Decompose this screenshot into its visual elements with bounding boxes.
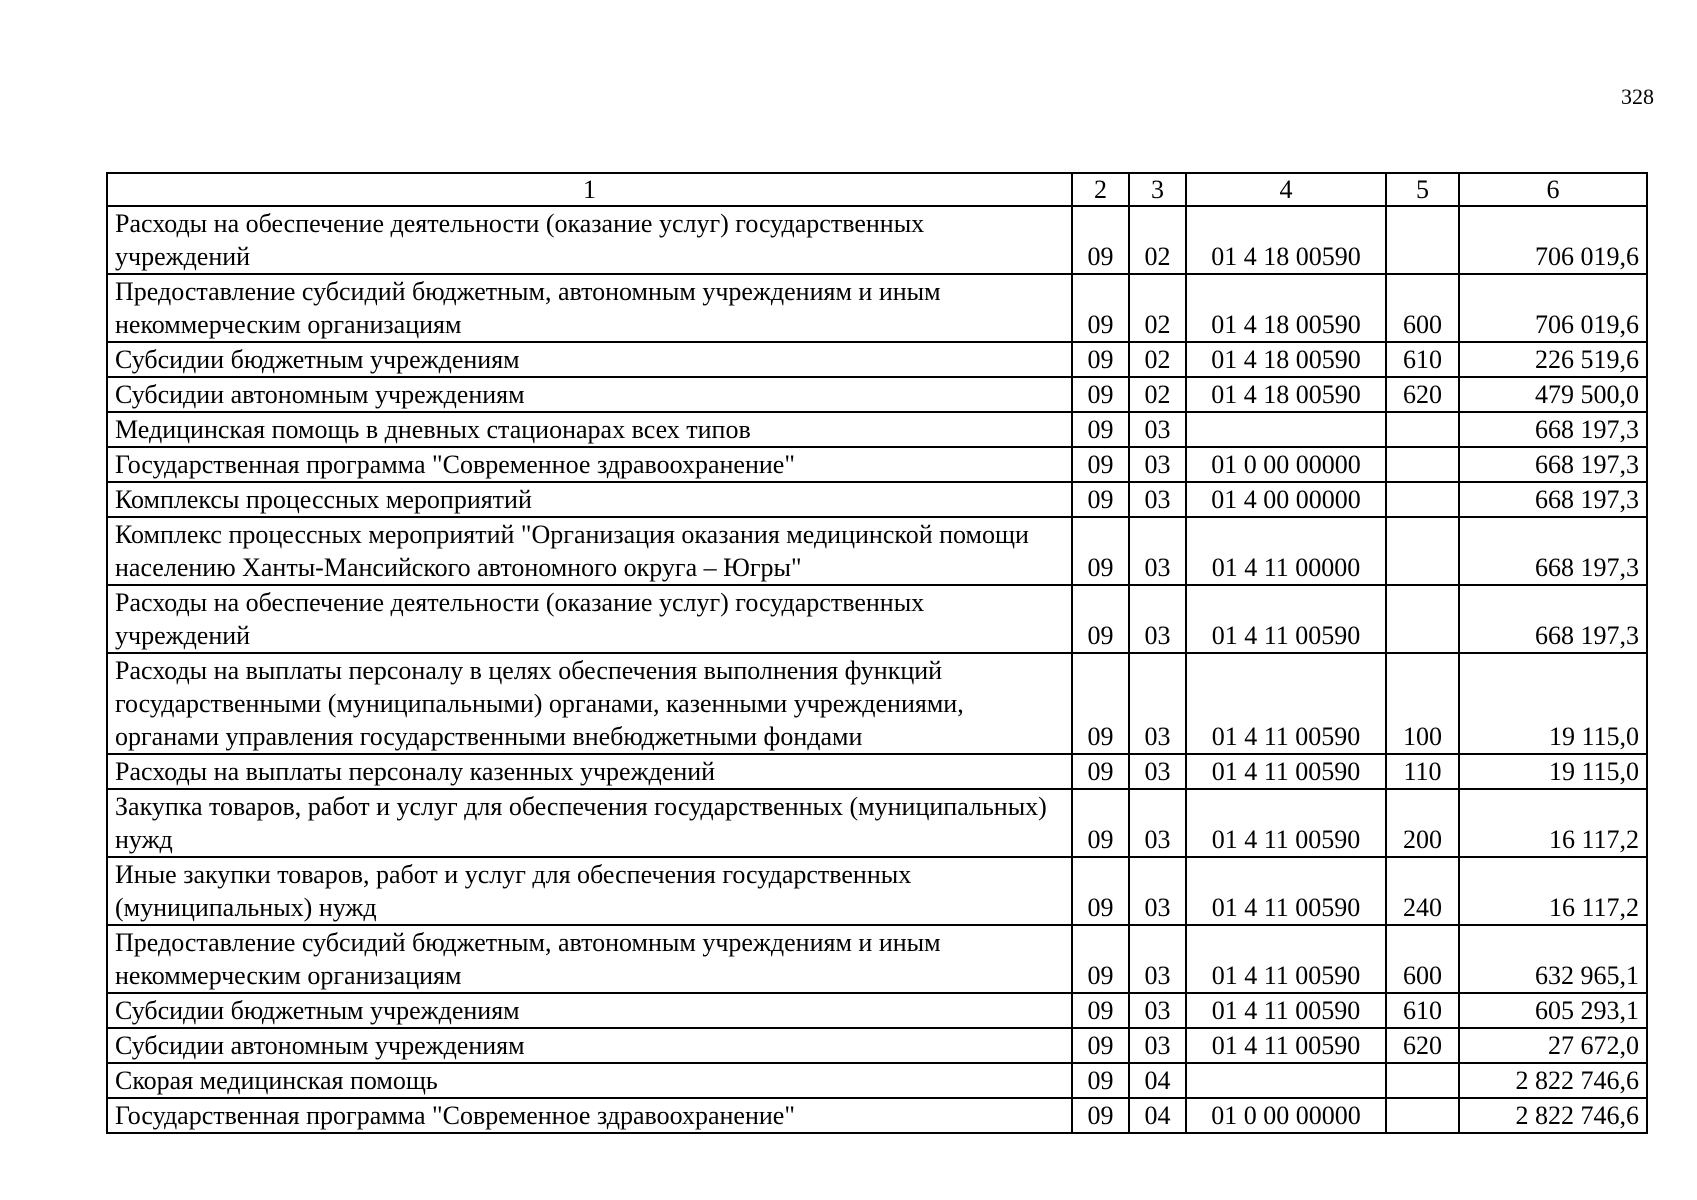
row-amount: 605 293,1: [1459, 993, 1647, 1028]
table-body: [107, 206, 1647, 1133]
row-section: 09: [1072, 342, 1129, 377]
row-subsection: 04: [1129, 1063, 1186, 1098]
column-header: 4: [1186, 173, 1386, 206]
row-name: Субсидии бюджетным учреждениям: [107, 993, 1072, 1028]
table-row: [107, 1028, 1647, 1063]
row-target-code: 01 0 00 00000: [1186, 447, 1386, 482]
row-amount: 19 115,0: [1459, 754, 1647, 789]
row-section: 09: [1072, 789, 1129, 857]
row-subsection: 03: [1129, 585, 1186, 653]
table-row: [107, 517, 1647, 585]
row-target-code: 01 4 11 00590: [1186, 754, 1386, 789]
row-name: Субсидии автономным учреждениям: [107, 1028, 1072, 1063]
budget-table: [106, 172, 1648, 1134]
row-name: Расходы на обеспечение деятельности (оказание услуг) государственных учреждений: [107, 585, 1072, 653]
row-target-code: 01 4 11 00590: [1186, 585, 1386, 653]
row-expense-type: [1386, 1098, 1459, 1133]
row-target-code: 01 4 11 00590: [1186, 1028, 1386, 1063]
row-target-code: 01 4 11 00000: [1186, 517, 1386, 585]
row-section: 09: [1072, 857, 1129, 925]
row-section: 09: [1072, 206, 1129, 274]
row-section: 09: [1072, 653, 1129, 754]
row-target-code: [1186, 412, 1386, 447]
row-name: Расходы на выплаты персоналу в целях обеспечения выполнения функций государственными (муниципальными) органами, казенными учреждениями, органами управления государственными внебюджетными фондами: [107, 653, 1072, 754]
row-subsection: 03: [1129, 1028, 1186, 1063]
table-row: [107, 857, 1647, 925]
row-subsection: 03: [1129, 789, 1186, 857]
row-name: Расходы на обеспечение деятельности (оказание услуг) государственных учреждений: [107, 206, 1072, 274]
row-expense-type: [1386, 585, 1459, 653]
row-target-code: 01 4 18 00590: [1186, 206, 1386, 274]
row-amount: 479 500,0: [1459, 377, 1647, 412]
table-row: [107, 342, 1647, 377]
row-name: Закупка товаров, работ и услуг для обеспечения государственных (муниципальных) нужд: [107, 789, 1072, 857]
row-expense-type: [1386, 482, 1459, 517]
row-expense-type: [1386, 447, 1459, 482]
row-expense-type: 610: [1386, 993, 1459, 1028]
row-amount: 668 197,3: [1459, 585, 1647, 653]
row-amount: 668 197,3: [1459, 412, 1647, 447]
row-subsection: 02: [1129, 274, 1186, 342]
row-amount: 706 019,6: [1459, 274, 1647, 342]
row-subsection: 04: [1129, 1098, 1186, 1133]
row-section: 09: [1072, 585, 1129, 653]
table-header: [107, 173, 1647, 206]
row-expense-type: 620: [1386, 1028, 1459, 1063]
row-expense-type: 240: [1386, 857, 1459, 925]
row-name: Предоставление субсидий бюджетным, автономным учреждениям и иным некоммерческим организациям: [107, 925, 1072, 993]
row-amount: 2 822 746,6: [1459, 1063, 1647, 1098]
row-expense-type: 110: [1386, 754, 1459, 789]
row-subsection: 02: [1129, 206, 1186, 274]
row-amount: 16 117,2: [1459, 789, 1647, 857]
row-section: 09: [1072, 1098, 1129, 1133]
table-row: [107, 585, 1647, 653]
row-subsection: 03: [1129, 653, 1186, 754]
row-name: Государственная программа "Современное здравоохранение": [107, 447, 1072, 482]
row-target-code: 01 4 18 00590: [1186, 377, 1386, 412]
row-subsection: 03: [1129, 754, 1186, 789]
table-row: [107, 206, 1647, 274]
table-row: [107, 447, 1647, 482]
row-target-code: 01 4 11 00590: [1186, 653, 1386, 754]
row-section: 09: [1072, 925, 1129, 993]
table-row: [107, 377, 1647, 412]
table-row: [107, 412, 1647, 447]
row-section: 09: [1072, 517, 1129, 585]
row-expense-type: [1386, 412, 1459, 447]
table-row: [107, 274, 1647, 342]
row-amount: 668 197,3: [1459, 447, 1647, 482]
row-amount: 226 519,6: [1459, 342, 1647, 377]
row-target-code: 01 4 18 00590: [1186, 342, 1386, 377]
table-row: [107, 925, 1647, 993]
row-name: Медицинская помощь в дневных стационарах всех типов: [107, 412, 1072, 447]
table-row: [107, 653, 1647, 754]
row-section: 09: [1072, 412, 1129, 447]
row-amount: 2 822 746,6: [1459, 1098, 1647, 1133]
row-amount: 706 019,6: [1459, 206, 1647, 274]
row-subsection: 03: [1129, 517, 1186, 585]
row-expense-type: 610: [1386, 342, 1459, 377]
row-section: 09: [1072, 274, 1129, 342]
row-target-code: 01 4 11 00590: [1186, 789, 1386, 857]
row-section: 09: [1072, 754, 1129, 789]
row-amount: 668 197,3: [1459, 517, 1647, 585]
row-target-code: 01 4 11 00590: [1186, 993, 1386, 1028]
row-section: 09: [1072, 447, 1129, 482]
row-amount: 632 965,1: [1459, 925, 1647, 993]
row-target-code: 01 4 11 00590: [1186, 857, 1386, 925]
row-name: Субсидии автономным учреждениям: [107, 377, 1072, 412]
header-row: [107, 173, 1647, 206]
column-header: 1: [107, 173, 1072, 206]
table-row: [107, 482, 1647, 517]
row-expense-type: 600: [1386, 925, 1459, 993]
row-name: Предоставление субсидий бюджетным, автономным учреждениям и иным некоммерческим организациям: [107, 274, 1072, 342]
row-amount: 668 197,3: [1459, 482, 1647, 517]
table-row: [107, 754, 1647, 789]
table-row: [107, 1098, 1647, 1133]
row-subsection: 03: [1129, 412, 1186, 447]
row-expense-type: 620: [1386, 377, 1459, 412]
row-amount: 27 672,0: [1459, 1028, 1647, 1063]
column-header: 2: [1072, 173, 1129, 206]
row-subsection: 03: [1129, 993, 1186, 1028]
row-target-code: 01 4 11 00590: [1186, 925, 1386, 993]
row-target-code: 01 4 18 00590: [1186, 274, 1386, 342]
row-expense-type: [1386, 517, 1459, 585]
row-target-code: 01 4 00 00000: [1186, 482, 1386, 517]
column-header: 3: [1129, 173, 1186, 206]
row-name: Скорая медицинская помощь: [107, 1063, 1072, 1098]
row-name: Субсидии бюджетным учреждениям: [107, 342, 1072, 377]
row-name: Государственная программа "Современное здравоохранение": [107, 1098, 1072, 1133]
row-amount: 16 117,2: [1459, 857, 1647, 925]
row-expense-type: 200: [1386, 789, 1459, 857]
row-subsection: 02: [1129, 342, 1186, 377]
row-subsection: 03: [1129, 925, 1186, 993]
row-section: 09: [1072, 377, 1129, 412]
row-expense-type: 100: [1386, 653, 1459, 754]
row-name: Комплекс процессных мероприятий "Организация оказания медицинской помощи населению Ханты-Мансийского автономного округа – Югры": [107, 517, 1072, 585]
row-section: 09: [1072, 1063, 1129, 1098]
row-expense-type: [1386, 206, 1459, 274]
row-expense-type: 600: [1386, 274, 1459, 342]
column-header: 6: [1459, 173, 1647, 206]
table-row: [107, 789, 1647, 857]
row-name: Иные закупки товаров, работ и услуг для обеспечения государственных (муниципальных) нужд: [107, 857, 1072, 925]
row-section: 09: [1072, 993, 1129, 1028]
table-row: [107, 1063, 1647, 1098]
row-target-code: 01 0 00 00000: [1186, 1098, 1386, 1133]
table-row: [107, 993, 1647, 1028]
column-header: 5: [1386, 173, 1459, 206]
row-name: Комплексы процессных мероприятий: [107, 482, 1072, 517]
row-section: 09: [1072, 482, 1129, 517]
row-subsection: 02: [1129, 377, 1186, 412]
row-subsection: 03: [1129, 482, 1186, 517]
row-target-code: [1186, 1063, 1386, 1098]
row-section: 09: [1072, 1028, 1129, 1063]
row-expense-type: [1386, 1063, 1459, 1098]
page-number: 328: [1621, 84, 1654, 109]
row-subsection: 03: [1129, 447, 1186, 482]
row-amount: 19 115,0: [1459, 653, 1647, 754]
row-name: Расходы на выплаты персоналу казенных учреждений: [107, 754, 1072, 789]
row-subsection: 03: [1129, 857, 1186, 925]
